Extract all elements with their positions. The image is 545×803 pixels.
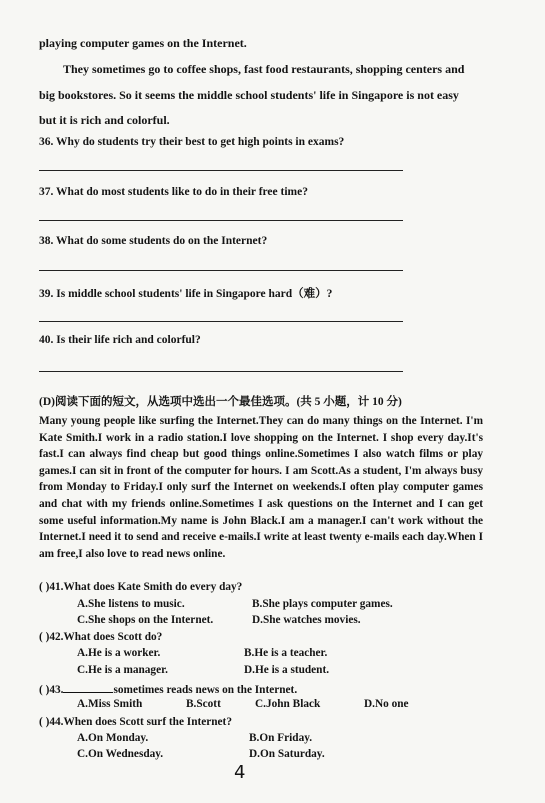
intro-para2-line3: but it is rich and colorful. (39, 113, 170, 127)
question-41-stem: ( )41.What does Kate Smith do every day? (39, 581, 243, 593)
question-39: 39. Is middle school students' life in Singapore hard（难）? (39, 288, 333, 300)
question-42-option-b[interactable]: B.He is a teacher. (244, 647, 328, 659)
question-43-stem (39, 682, 297, 696)
answer-line-39[interactable] (39, 321, 403, 322)
question-43-option-c[interactable]: C.John Black (255, 698, 321, 710)
question-44-option-d[interactable]: D.On Saturday. (249, 748, 325, 760)
intro-line-1: playing computer games on the Internet. (39, 36, 247, 50)
question-43-suffix: sometimes reads news on the Internet. (113, 684, 298, 696)
question-43-option-a[interactable]: A.Miss Smith (77, 698, 143, 710)
question-41-option-a[interactable]: A.She listens to music. (77, 598, 185, 610)
page-number: 4 (234, 762, 246, 783)
question-36: 36. Why do students try their best to get high points in exams? (39, 136, 345, 148)
question-44-stem: ( )44.When does Scott surf the Internet? (39, 716, 232, 728)
question-41-option-d[interactable]: D.She watches movies. (252, 614, 361, 626)
question-44-option-a[interactable]: A.On Monday. (77, 732, 149, 744)
answer-line-37[interactable] (39, 220, 403, 221)
intro-para2-line2: big bookstores. So it seems the middle school students' life in Singapore is not easy (39, 88, 459, 102)
question-42-stem: ( )42.What does Scott do? (39, 631, 163, 643)
question-41-option-b[interactable]: B.She plays computer games. (252, 598, 393, 610)
section-d-heading: (D)阅读下面的短文，从选项中选出一个最佳选项。(共 5 小题，计 10 分) (39, 396, 402, 408)
question-42-option-a[interactable]: A.He is a worker. (77, 647, 161, 659)
reading-passage: Many young people like surfing the Internet.They can do many things on the Internet. I'm Kate Smith.I work in a radio station.I love shopping on the Internet. I shop every day.It's fast.I can always find cheap but good things online.Sometimes I also watch films or play games.I can sit in front of the computer for hours. I am Scott.As a student, I'm always busy from Monday to Friday.I only surf the Internet on weekends.I often play computer games and chat with my friends online.Sometimes I ask questions on the Internet and I can get some useful information.My name is John Black.I am a manager.I can't work without the Internet.I need it to send and receive e-mails.I write at least twenty e-mails each day.When I am free,I also love to read news online. (39, 415, 483, 560)
question-42-option-d[interactable]: D.He is a student. (244, 664, 330, 676)
question-43-option-d[interactable]: D.No one (364, 698, 409, 710)
question-44-option-c[interactable]: C.On Wednesday. (77, 748, 164, 760)
intro-para2-line1: They sometimes go to coffee shops, fast food restaurants, shopping centers and (63, 62, 465, 76)
question-41-option-c[interactable]: C.She shops on the Internet. (77, 614, 214, 626)
question-37: 37. What do most students like to do in their free time? (39, 186, 308, 198)
answer-line-38[interactable] (39, 270, 403, 271)
question-40: 40. Is their life rich and colorful? (39, 334, 201, 346)
answer-line-36[interactable] (39, 170, 403, 171)
question-43-option-b[interactable]: B.Scott (186, 698, 221, 710)
question-43-blank[interactable] (63, 682, 113, 693)
question-44-option-b[interactable]: B.On Friday. (249, 732, 313, 744)
question-43-prefix: ( )43. (39, 684, 64, 696)
question-42-option-c[interactable]: C.He is a manager. (77, 664, 168, 676)
answer-line-40[interactable] (39, 371, 403, 372)
question-38: 38. What do some students do on the Internet? (39, 235, 268, 247)
